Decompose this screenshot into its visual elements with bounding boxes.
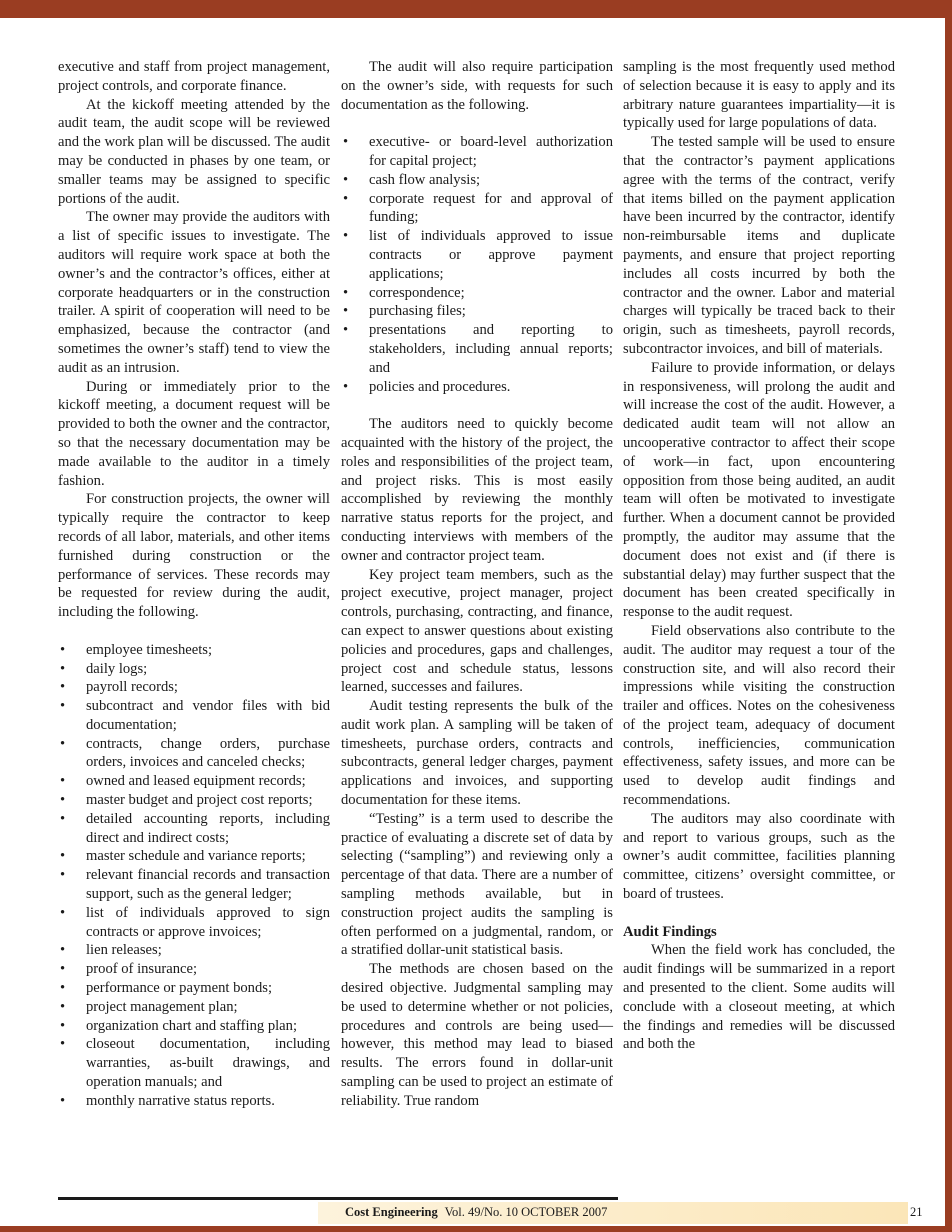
- paragraph: The methods are chosen based on the desired objective. Judgmental sampling may be used to determine whether or not policies, procedures and controls are being used—however, this method may lead to biased results. The errors found in dollar-unit sampling can be used to project an estimate of reliability. True random: [341, 961, 613, 1109]
- list-item: • closeout documentation, including warranties, as-built drawings, and operation manuals; and: [58, 1035, 330, 1091]
- list-item: • project management plan;: [58, 998, 330, 1017]
- list-item: • employee timesheets;: [58, 641, 330, 660]
- paragraph: “Testing” is a term used to describe the practice of evaluating a discrete set of data by selecting (“sampling”) and reviewing only a percentage of that data. There are a number of sampling methods available, but in construction project audits the sampling is often performed on a judgmental, random, or a stratified dollar-unit statistical basis.: [341, 810, 613, 959]
- paragraph: The auditors need to quickly become acquainted with the history of the project, the roles and responsibilities of the project team, and project risks. This is most easily accomplished by reviewing the monthly narrative status reports for the project, and conducting interviews with members of the owner and contractor project team.: [341, 416, 613, 564]
- paragraph: The tested sample will be used to ensure that the contractor’s payment applications agree with the terms of the contract, verify that items billed on the payment application have been incurred by the contractor, identify non-reimbursable items and duplicate payments, and ensure that project reporting includes all costs incurred by both the contractor and the owner. Labor and material charges will typically be traced back to their origin, such as timesheets, payroll records, subcontractor invoices, and bill of materials.: [623, 134, 895, 357]
- paragraph: Key project team members, such as the project executive, project manager, project controls, purchasing, contracting, and finance, can expect to answer questions about existing policies and procedures, gaps and challenges, project cost and schedule status, lessons learned, successes and failures.: [341, 566, 613, 696]
- footer-rule: [58, 1197, 618, 1200]
- list-item: • monthly narrative status reports.: [58, 1092, 330, 1111]
- journal-issue: Vol. 49/No. 10 OCTOBER 2007: [444, 1205, 608, 1219]
- paragraph: executive and staff from project management, project controls, and corporate finance.: [58, 59, 330, 94]
- list-item: • detailed accounting reports, including direct and indirect costs;: [58, 810, 330, 848]
- paragraph: Failure to provide information, or delays in responsiveness, will prolong the audit and will increase the cost of the audit. However, a dedicated audit team will not allow an uncooperative contractor to affect their scope of work—in fact, upon encountering opposition from those being audited, an audit team will often be motivated to investigate further. When a document cannot be provided promptly, the auditor may assume that the document does not exist and (if there is substantial delay) may further suspect that the document has been created specifically in response to the audit request.: [623, 359, 895, 621]
- list-item: • payroll records;: [58, 678, 330, 697]
- list-item: • master budget and project cost reports;: [58, 791, 330, 810]
- owner-documentation-list: [341, 133, 613, 396]
- paragraph: sampling is the most frequently used method of selection because it is easy to apply and its arbitrary nature guarantees impartiality—it is typically used for large populations of data.: [623, 59, 895, 132]
- list-item: • list of individuals approved to issue contracts or approve payment applications;: [341, 227, 613, 283]
- paragraph: During or immediately prior to the kickoff meeting, a document request will be provided to both the owner and the contractor, so that the necessary documentation may be made available to the auditor in a timely fashion.: [58, 378, 330, 489]
- list-item: • subcontract and vendor files with bid documentation;: [58, 697, 330, 735]
- footer-citation: [345, 1205, 607, 1220]
- list-item: • list of individuals approved to sign contracts or approve invoices;: [58, 904, 330, 942]
- paragraph: The audit will also require participation on the owner’s side, with requests for such documentation as the following.: [341, 59, 613, 113]
- list-item: • correspondence;: [341, 284, 613, 303]
- list-item: • contracts, change orders, purchase orders, invoices and canceled checks;: [58, 735, 330, 773]
- paragraph: At the kickoff meeting attended by the audit team, the audit scope will be reviewed and the work plan will be discussed. The audit may be conducted in phases by one team, or smaller teams may be assigned to specific portions of the audit.: [58, 96, 330, 207]
- list-item: • relevant financial records and transaction support, such as the general ledger;: [58, 866, 330, 904]
- list-item: • daily logs;: [58, 660, 330, 679]
- list-item: • owned and leased equipment records;: [58, 772, 330, 791]
- paragraph: Field observations also contribute to the audit. The auditor may request a tour of the construction site, and will also record their impressions while visiting the construction trailer and offices. Notes on the cohesiveness of the project team, adequacy of document controls, inefficiencies, communication effectiveness, safety issues, and more can be used to develop audit findings and recommendations.: [623, 622, 895, 809]
- contractor-records-list: [58, 641, 330, 1111]
- paragraph: The auditors may also coordinate with and report to various groups, such as the owner’s audit committee, facilities planning committee, citizens’ oversight committee, or board of trustees.: [623, 810, 895, 903]
- bottom-border: [0, 1226, 952, 1232]
- right-border: [945, 0, 952, 1232]
- list-item: • policies and procedures.: [341, 378, 613, 397]
- paragraph: Audit testing represents the bulk of the audit work plan. A sampling will be taken of timesheets, purchase orders, contracts and subcontracts, general ledger charges, payment applications and invoices, and supporting documentation for these items.: [341, 698, 613, 809]
- column-1: [58, 58, 330, 1111]
- paragraph: For construction projects, the owner will typically require the contractor to keep records of all labor, materials, and other items furnished during construction or the performance of services. These records may be requested for review during the audit, including the following.: [58, 491, 330, 621]
- section-heading: Audit Findings: [623, 923, 717, 940]
- list-item: • proof of insurance;: [58, 960, 330, 979]
- column-3: [623, 58, 895, 1054]
- list-item: • organization chart and staffing plan;: [58, 1017, 330, 1036]
- top-border: [0, 0, 952, 18]
- paragraph: The owner may provide the auditors with a list of specific issues to investigate. The auditors will require work space at both the owner’s and the contractor’s offices, either at corporate headquarters or in the construction trailer. A spirit of cooperation will need to be emphasized, because the contractor (and sometimes the owner’s staff) tend to view the audit as an intrusion.: [58, 209, 330, 376]
- column-2: [341, 58, 613, 1111]
- list-item: • presentations and reporting to stakeholders, including annual reports; and: [341, 321, 613, 377]
- list-item: • purchasing files;: [341, 302, 613, 321]
- list-item: • corporate request for and approval of funding;: [341, 190, 613, 228]
- list-item: • lien releases;: [58, 941, 330, 960]
- list-item: • master schedule and variance reports;: [58, 847, 330, 866]
- paragraph: When the field work has concluded, the audit findings will be summarized in a report and presented to the client. Some audits will conclude with a closeout meeting, at which the findings and remedies will be discussed and both the: [623, 942, 895, 1053]
- list-item: • performance or payment bonds;: [58, 979, 330, 998]
- journal-name: Cost Engineering: [345, 1205, 438, 1219]
- page-number: 21: [910, 1205, 923, 1219]
- list-item: • executive- or board-level authorization for capital project;: [341, 133, 613, 171]
- list-item: • cash flow analysis;: [341, 171, 613, 190]
